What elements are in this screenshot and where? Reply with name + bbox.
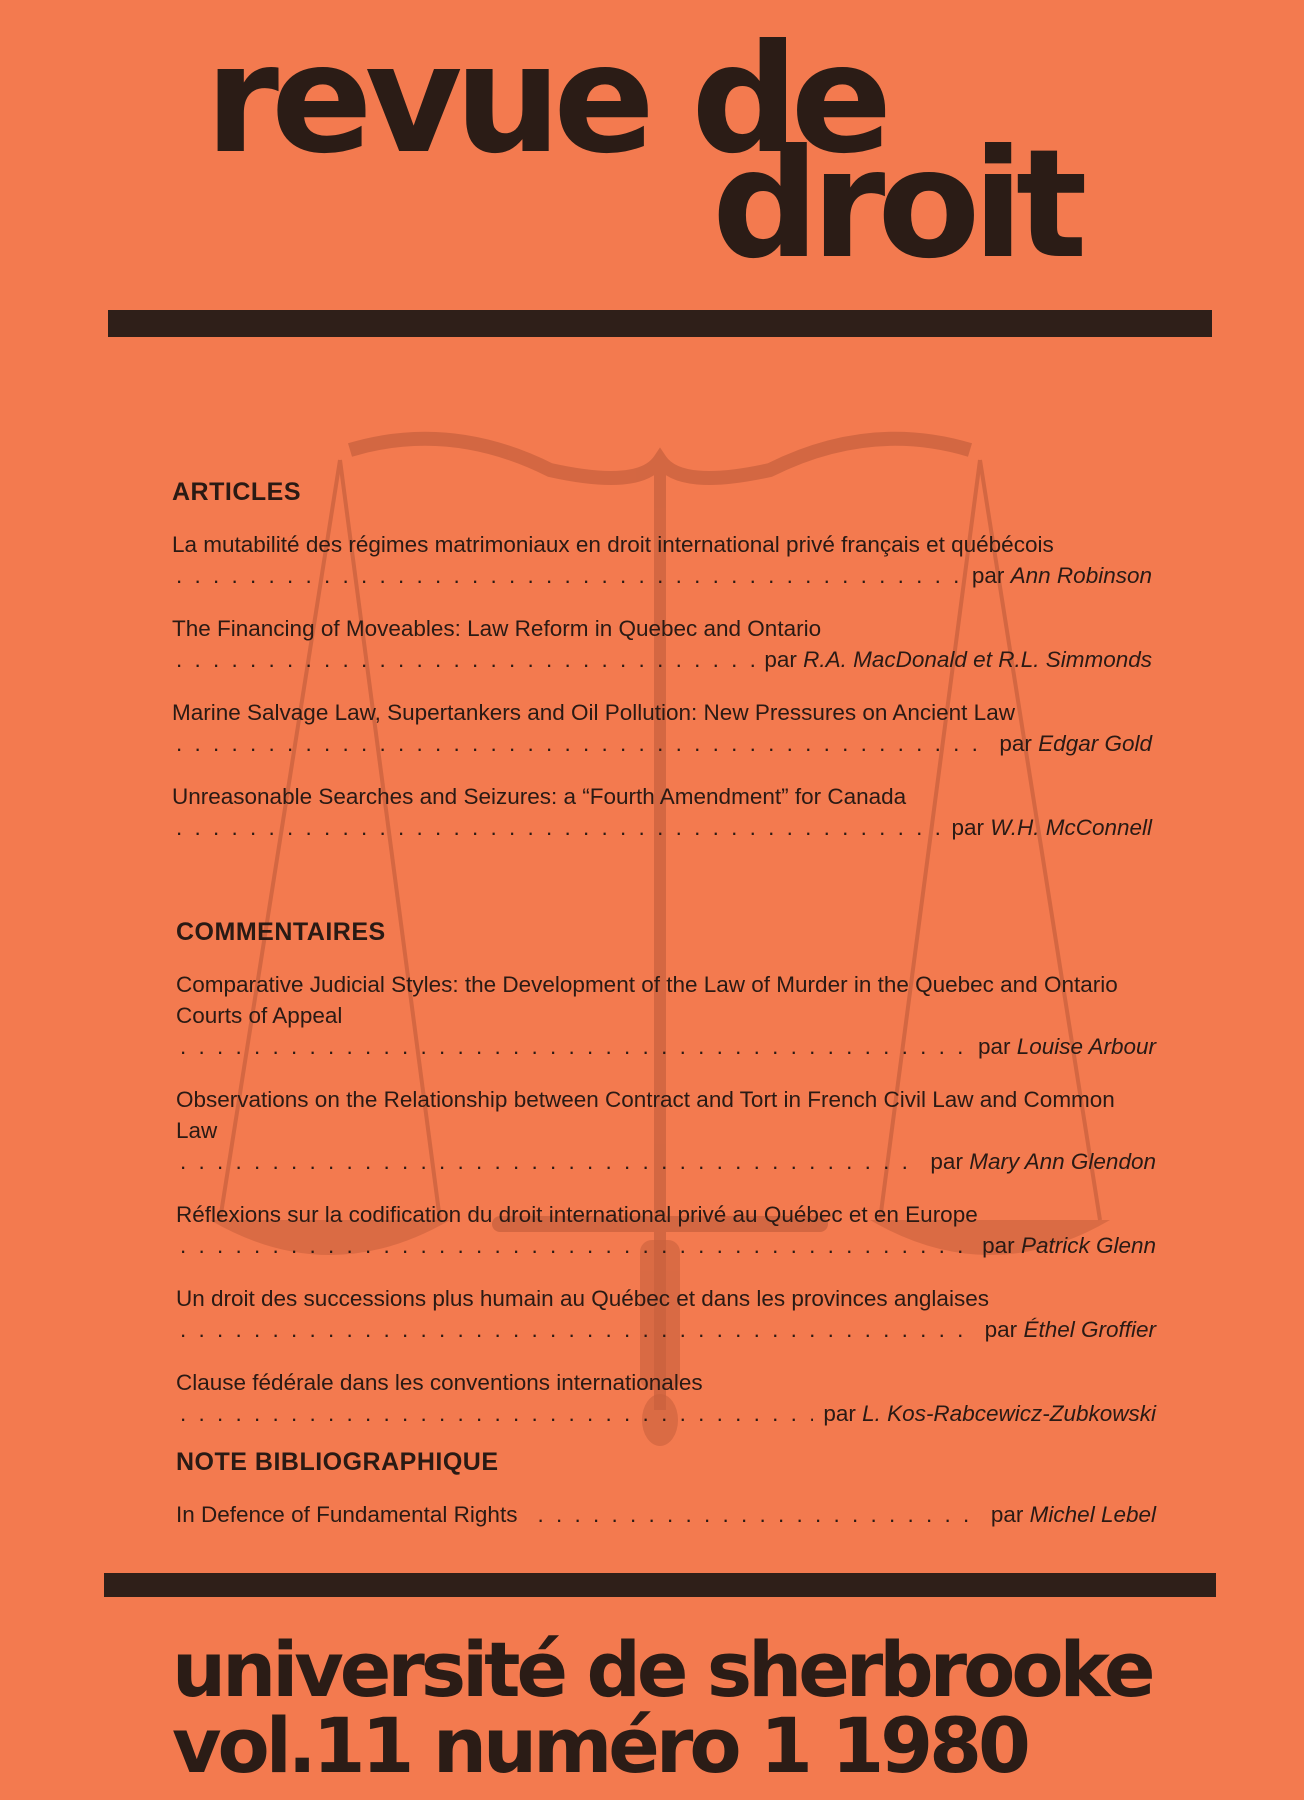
- entry-title: Réflexions sur la codification du droit international privé au Québec et en Europe: [176, 1202, 978, 1227]
- entry-title: The Financing of Moveables: Law Reform in Quebec and Ontario: [172, 616, 822, 641]
- entry-author: Michel Lebel: [1029, 1502, 1156, 1527]
- dot-leader: [180, 1398, 813, 1429]
- dot-leader: [180, 1314, 975, 1345]
- entry-author: Éthel Groffier: [1023, 1317, 1156, 1342]
- toc-entry[interactable]: [172, 529, 1152, 591]
- toc-entry[interactable]: [176, 1199, 1156, 1261]
- entry-author: Louise Arbour: [1016, 1034, 1156, 1059]
- entry-author: Mary Ann Glendon: [969, 1149, 1156, 1174]
- section-heading-note: NOTE BIBLIOGRAPHIQUE: [176, 1448, 499, 1476]
- entry-byline: par Éthel Groffier: [984, 1317, 1156, 1342]
- entry-author: W.H. McConnell: [990, 815, 1152, 840]
- entry-byline: par Patrick Glenn: [982, 1233, 1156, 1258]
- dot-leader: [180, 1146, 920, 1177]
- entry-byline: par W.H. McConnell: [951, 815, 1152, 840]
- entry-byline: par Edgar Gold: [999, 731, 1152, 756]
- bottom-divider-bar: [104, 1573, 1216, 1597]
- toc-entry[interactable]: [176, 1084, 1156, 1177]
- entry-author: Ann Robinson: [1010, 563, 1152, 588]
- note-bibliographique-section: [176, 1448, 1156, 1552]
- dot-leader: [176, 728, 989, 759]
- entry-title: Marine Salvage Law, Supertankers and Oil Pollution: New Pressures on Ancient Law: [172, 700, 1015, 725]
- section-heading-articles: ARTICLES: [172, 478, 301, 506]
- entry-byline: par Ann Robinson: [971, 563, 1152, 588]
- publisher-name: université de sherbrooke: [172, 1625, 1152, 1714]
- section-heading-commentaires: COMMENTAIRES: [176, 918, 386, 946]
- masthead-line-1: revue de: [205, 13, 885, 187]
- entry-title: Clause fédérale dans les conventions internationales: [176, 1370, 703, 1395]
- toc-entry[interactable]: [172, 781, 1152, 843]
- entry-author: Patrick Glenn: [1020, 1233, 1156, 1258]
- toc-entry[interactable]: [176, 1283, 1156, 1345]
- entry-author: Edgar Gold: [1038, 731, 1152, 756]
- masthead-line-2: droit: [712, 118, 1080, 292]
- commentaires-section: [176, 918, 1156, 1451]
- dot-leader: [176, 812, 942, 843]
- entry-title: In Defence of Fundamental Rights: [176, 1502, 518, 1527]
- entry-byline: par Mary Ann Glendon: [930, 1149, 1156, 1174]
- entry-byline: par L. Kos-Rabcewicz-Zubkowski: [823, 1401, 1156, 1426]
- entry-title: Unreasonable Searches and Seizures: a “Fourth Amendment” for Canada: [172, 784, 907, 809]
- toc-entry[interactable]: [172, 697, 1152, 759]
- toc-entry[interactable]: [176, 969, 1156, 1062]
- top-divider-bar: [108, 310, 1212, 337]
- articles-section: [172, 478, 1152, 865]
- dot-leader: [180, 1031, 968, 1062]
- toc-entry[interactable]: [176, 1367, 1156, 1429]
- entry-byline: par Michel Lebel: [990, 1502, 1156, 1527]
- entry-author: L. Kos-Rabcewicz-Zubkowski: [862, 1401, 1156, 1426]
- entry-byline: par R.A. MacDonald et R.L. Simmonds: [764, 647, 1152, 672]
- dot-leader: [180, 1230, 972, 1261]
- toc-entry[interactable]: [176, 1499, 1156, 1530]
- entry-title: Comparative Judicial Styles: the Development of the Law of Murder in the Quebec and Ontario Courts of Appeal: [176, 972, 1118, 1028]
- entry-author: R.A. MacDonald et R.L. Simmonds: [803, 647, 1152, 672]
- issue-info: vol.11 numéro 1 1980: [172, 1701, 1027, 1790]
- entry-title: La mutabilité des régimes matrimoniaux en droit international privé français et québécois: [172, 532, 1054, 557]
- toc-entry[interactable]: [172, 613, 1152, 675]
- dot-leader: [176, 644, 754, 675]
- dot-leader: [176, 560, 962, 591]
- dot-leader: [537, 1499, 980, 1530]
- entry-title: Observations on the Relationship between Contract and Tort in French Civil Law and Common Law: [176, 1087, 1115, 1143]
- entry-title: Un droit des successions plus humain au Québec et dans les provinces anglaises: [176, 1286, 989, 1311]
- entry-byline: par Louise Arbour: [977, 1034, 1156, 1059]
